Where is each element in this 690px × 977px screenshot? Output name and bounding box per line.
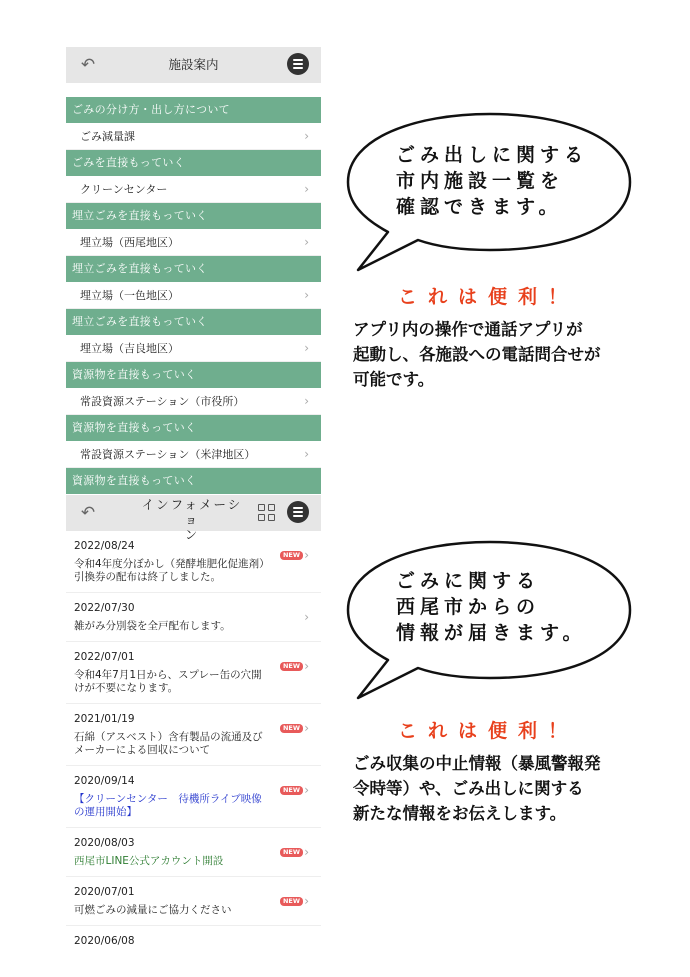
- back-icon[interactable]: ↶: [80, 503, 96, 523]
- back-icon[interactable]: ↶: [80, 55, 96, 75]
- news-title-line: 石綿（アスベスト）含有製品の流通及び: [74, 731, 263, 743]
- chevron-right-icon: ›: [304, 783, 309, 797]
- facility-label: クリーンセンター: [80, 183, 168, 196]
- chevron-right-icon: ›: [304, 394, 309, 408]
- section-header: 資源物を直接もっていく: [66, 362, 321, 388]
- description-line: 新たな情報をお伝えします。: [353, 804, 567, 823]
- section-header: 埋立ごみを直接もっていく: [66, 309, 321, 335]
- facility-label: 埋立場（吉良地区）: [80, 342, 179, 355]
- chevron-right-icon: ›: [304, 235, 309, 249]
- bubble-text: [396, 568, 616, 646]
- facility-item-landfill-isshiki[interactable]: [66, 282, 321, 309]
- section-header: 埋立ごみを直接もっていく: [66, 203, 321, 229]
- facility-item-station-city-hall[interactable]: [66, 388, 321, 415]
- menu-icon[interactable]: [287, 53, 309, 75]
- feature-description: [353, 751, 653, 826]
- chevron-right-icon: ›: [304, 129, 309, 143]
- news-title-line: メーカーによる回収について: [74, 744, 211, 756]
- bubble-line: 確認できます。: [396, 196, 563, 218]
- description-line: ごみ収集の中止情報（暴風警報発: [353, 754, 601, 773]
- news-date: 2020/09/14: [74, 775, 135, 787]
- facility-item-station-yonezu[interactable]: [66, 441, 321, 468]
- section-header: ごみの分け方・出し方について: [66, 97, 321, 123]
- new-badge: NEW: [280, 551, 303, 560]
- convenient-headline: これは便利！: [398, 720, 579, 742]
- page-title-line: ン: [184, 527, 200, 542]
- section-header: 資源物を直接もっていく: [66, 415, 321, 441]
- news-date: 2020/07/01: [74, 886, 135, 898]
- chevron-right-icon: ›: [304, 845, 309, 859]
- news-date: 2020/06/08: [74, 935, 135, 947]
- facility-item-clean-center[interactable]: [66, 176, 321, 203]
- news-date: 2020/08/03: [74, 837, 135, 849]
- news-title-line: 雑がみ分別袋を全戸配布します。: [74, 620, 231, 632]
- chevron-right-icon: ›: [304, 610, 309, 624]
- new-badge: NEW: [280, 848, 303, 857]
- new-badge: NEW: [280, 724, 303, 733]
- chevron-right-icon: ›: [304, 182, 309, 196]
- speech-bubble-information: [340, 538, 640, 708]
- facility-item-gomi-genryo[interactable]: [66, 123, 321, 150]
- chevron-right-icon: ›: [304, 894, 309, 908]
- news-item[interactable]: [66, 704, 321, 766]
- chevron-right-icon: ›: [304, 659, 309, 673]
- menu-icon[interactable]: [287, 501, 309, 523]
- chevron-right-icon: ›: [304, 341, 309, 355]
- new-badge: NEW: [280, 662, 303, 671]
- bubble-line: 市内施設一覧を: [396, 170, 565, 192]
- description-line: 可能です。: [353, 370, 435, 389]
- chevron-right-icon: ›: [304, 288, 309, 302]
- chevron-right-icon: ›: [304, 447, 309, 461]
- bubble-line: 西尾市からの: [396, 596, 541, 618]
- page-title: 施設案内: [168, 57, 219, 72]
- feature-description: [353, 317, 653, 392]
- new-badge: NEW: [280, 897, 303, 906]
- news-title-line: 令和4年7月1日から、スプレー缶の穴開: [74, 669, 262, 681]
- section-header: 埋立ごみを直接もっていく: [66, 256, 321, 282]
- news-title-line: 【クリーンセンター 待機所ライブ映像: [74, 793, 262, 805]
- news-title-line: の運用開始】: [74, 806, 137, 818]
- convenient-headline: これは便利！: [398, 286, 579, 308]
- news-title-line: 令和4年度分ぼかし（発酵堆肥化促進剤）: [74, 558, 270, 570]
- new-badge: NEW: [280, 786, 303, 795]
- description-line: 令時等）や、ごみ出しに関する: [353, 779, 584, 798]
- facility-label: 常設資源ステーション（市役所）: [80, 395, 245, 408]
- news-item[interactable]: [66, 766, 321, 828]
- information-screen: [66, 495, 321, 947]
- news-date: 2021/01/19: [74, 713, 135, 725]
- spacer: [66, 83, 321, 97]
- section-header-partial: 資源物を直接もっていく: [66, 468, 321, 494]
- page-title-line: インフォメーショ: [141, 497, 243, 527]
- news-date: 2022/07/30: [74, 602, 135, 614]
- news-title-line: 可燃ごみの減量にご協力ください: [74, 904, 232, 916]
- news-item[interactable]: [66, 531, 321, 593]
- description-line: 起動し、各施設への電話問合せが: [353, 345, 601, 364]
- facility-label: 埋立場（一色地区）: [80, 289, 179, 302]
- facility-label: 埋立場（西尾地区）: [80, 236, 179, 249]
- description-line: アプリ内の操作で通話アプリが: [353, 320, 583, 339]
- bubble-line: 情報が届きます。: [396, 622, 587, 644]
- bubble-line: ごみ出しに関する: [396, 144, 589, 166]
- bubble-text: [396, 142, 616, 220]
- news-title-line: けが不要になります。: [74, 682, 179, 694]
- news-title-line: 西尾市LINE公式アカウント開設: [74, 855, 224, 867]
- news-item[interactable]: [66, 926, 321, 947]
- facility-label: ごみ減量課: [80, 130, 135, 143]
- speech-bubble-facilities: [340, 110, 640, 280]
- chevron-right-icon: ›: [304, 548, 309, 562]
- facility-item-landfill-kira[interactable]: [66, 335, 321, 362]
- facility-navbar: [66, 47, 321, 83]
- chevron-right-icon: ›: [304, 721, 309, 735]
- facility-item-landfill-nishio[interactable]: [66, 229, 321, 256]
- facility-guide-screen: [66, 47, 321, 487]
- grid-view-icon[interactable]: [257, 503, 277, 523]
- news-title-line: 引換券の配布は終了しました。: [74, 571, 221, 583]
- news-item[interactable]: [66, 828, 321, 877]
- bubble-line: ごみに関する: [396, 570, 541, 592]
- news-item[interactable]: [66, 593, 321, 642]
- section-header: ごみを直接もっていく: [66, 150, 321, 176]
- information-navbar: [66, 495, 321, 542]
- news-date: 2022/07/01: [74, 651, 135, 663]
- news-item[interactable]: [66, 642, 321, 704]
- news-date: 2022/08/24: [74, 540, 135, 552]
- news-item[interactable]: [66, 877, 321, 926]
- facility-label: 常設資源ステーション（米津地区）: [80, 448, 256, 461]
